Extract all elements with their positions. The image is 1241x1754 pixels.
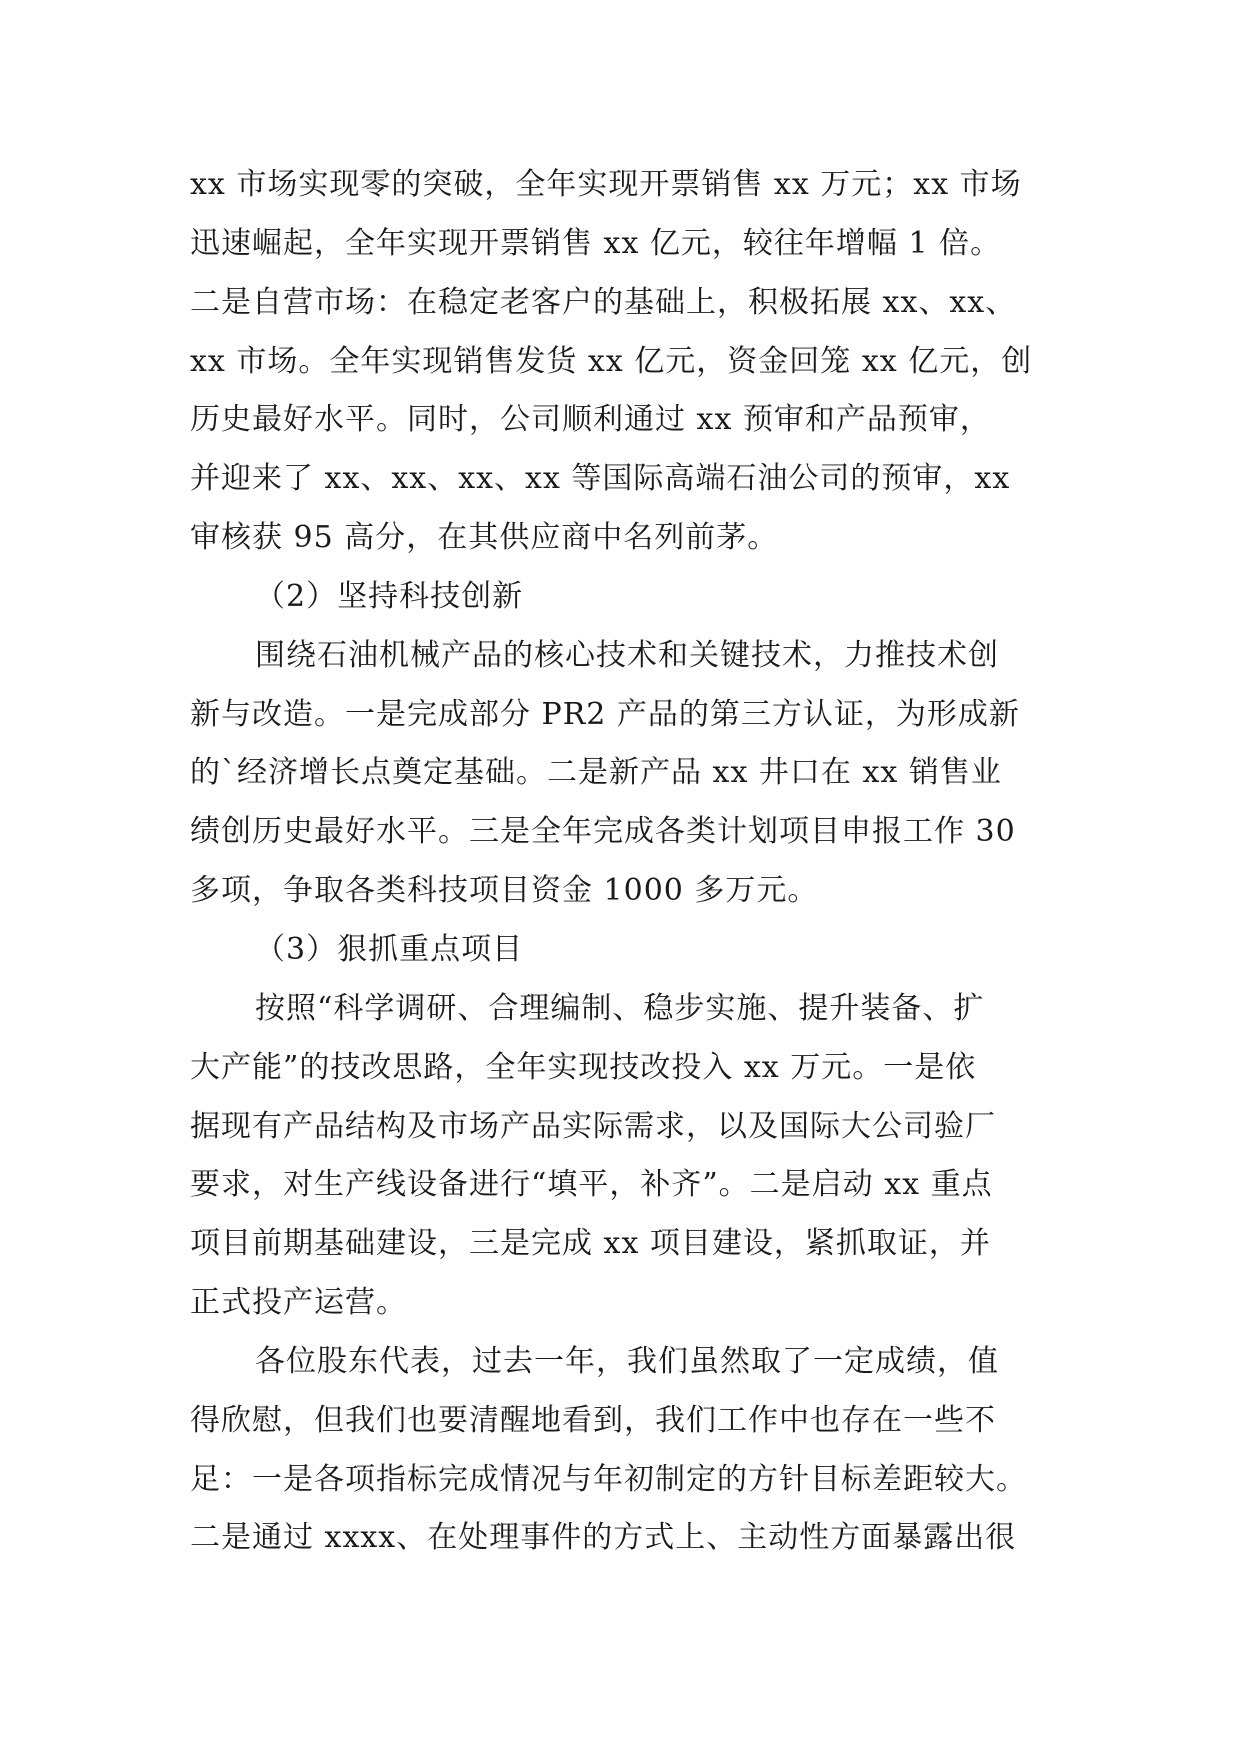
section-heading: （3）狠抓重点项目 [255,932,524,967]
paragraph-line: 并迎来了 xx、xx、xx、xx 等国际高端石油公司的预审，xx [190,461,1011,496]
paragraph-line: 绩创历史最好水平。三是全年完成各类计划项目申报工作 30 [190,814,1016,849]
paragraph-line: 正式投产运营。 [190,1285,407,1320]
paragraph-line: 按照“科学调研、合理编制、稳步实施、提升装备、扩 [255,991,985,1026]
paragraph-line: 迅速崛起，全年实现开票销售 xx 亿元，较往年增幅 1 倍。 [190,226,1002,261]
paragraph-line: 各位股东代表，过去一年，我们虽然取了一定成绩，值 [255,1344,999,1379]
paragraph-line: xx 市场。全年实现销售发货 xx 亿元，资金回笼 xx 亿元，创 [190,344,1033,379]
paragraph-line: 审核获 95 高分，在其供应商中名列前茅。 [190,520,779,555]
section-heading: （2）坚持科技创新 [255,579,524,614]
paragraph-line: 二是自营市场：在稳定老客户的基础上，积极拓展 xx、xx、 [190,285,1017,320]
paragraph-line: 围绕石油机械产品的核心技术和关键技术，力推技术创 [255,638,999,673]
paragraph-line: 得欣慰，但我们也要清醒地看到，我们工作中也存在一些不 [190,1403,996,1438]
paragraph-line: 历史最好水平。同时，公司顺利通过 xx 预审和产品预审， [190,402,991,437]
paragraph-line: 据现有产品结构及市场产品实际需求，以及国际大公司验厂 [190,1109,996,1144]
paragraph-line: xx 市场实现零的突破，全年实现开票销售 xx 万元；xx 市场 [190,167,1022,202]
paragraph-line: 多项，争取各类科技项目资金 1000 多万元。 [190,873,819,908]
paragraph-line: 大产能”的技改思路，全年实现技改投入 xx 万元。一是依 [190,1050,977,1085]
paragraph-line: 项目前期基础建设，三是完成 xx 项目建设，紧抓取证，并 [190,1226,991,1261]
paragraph-line: 要求，对生产线设备进行“填平，补齐”。二是启动 xx 重点 [190,1167,993,1202]
paragraph-line: 的`经济增长点奠定基础。二是新产品 xx 井口在 xx 销售业 [190,755,1002,790]
paragraph-line: 新与改造。一是完成部分 PR2 产品的第三方认证，为形成新 [190,697,1020,732]
paragraph-line: 二是通过 xxxx、在处理事件的方式上、主动性方面暴露出很 [190,1520,1017,1555]
paragraph-line: 足：一是各项指标完成情况与年初制定的方针目标差距较大。 [190,1462,1027,1497]
